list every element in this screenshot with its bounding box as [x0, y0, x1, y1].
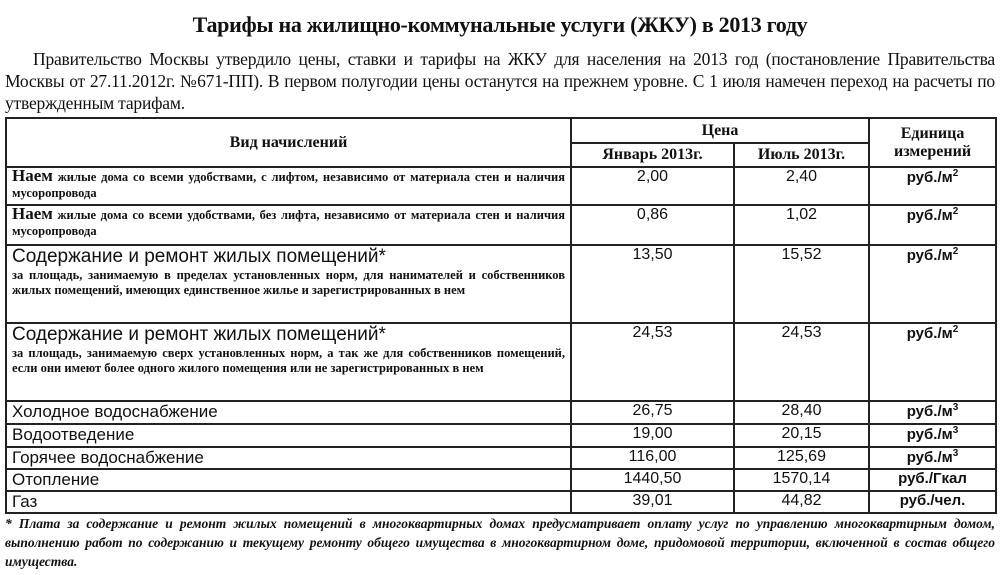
table-row [6, 245, 996, 323]
row-name: Отопление [12, 470, 100, 489]
jul-price: 44,82 [734, 491, 869, 513]
row-name-cell [6, 245, 571, 323]
document-title: Тарифы на жилищно-коммунальные услуги (ЖКУ) в 2013 году [192, 12, 808, 37]
row-name: Газ [12, 492, 38, 511]
unit-exponent: 2 [952, 324, 959, 335]
footnote: * Плата за содержание и ремонт жилых помещений в многоквартирных домах предусматривает оплату услуг по управлению многоквартирным домом, выполнению работ по содержанию и текущему ремонту общего имущества в многоквартирном доме, придомовой территории, включенной в состав общего имущества. [5, 516, 995, 569]
row-desc: за площадь, занимаемую в пределах установленных норм, для нанимателей и собственников жилых помещений, имеющих единственное жилье и зарегистрированных в нем [12, 268, 565, 297]
jan-price: 1440,50 [571, 469, 734, 491]
unit-cell [869, 424, 996, 447]
unit-exponent: 3 [952, 448, 959, 459]
row-name: Холодное водоснабжение [12, 402, 218, 421]
row-name-cell [6, 323, 571, 401]
unit-exponent: 2 [952, 246, 959, 257]
unit-exponent: 2 [952, 168, 959, 179]
row-name-cell [6, 491, 571, 513]
header-jul: Июль 2013г. [734, 143, 869, 167]
row-name: Наем [12, 166, 53, 185]
table-row [6, 167, 996, 205]
header-unit-label: Единица измерений [893, 124, 972, 160]
unit-label: руб./м [906, 247, 953, 264]
unit-label: руб./м [906, 325, 953, 342]
row-desc: жилые дома со всеми удобствами, с лифтом, независимо от материала стен и наличия мусоропровода [12, 170, 565, 200]
unit-label: руб./чел. [899, 492, 966, 509]
row-desc: за площадь, занимаемую сверх установленных норм, а так же для собственников помещений, если они имеют более одного жилого помещения или не зарегистрированных в нем [12, 346, 565, 375]
unit-cell [869, 491, 996, 513]
jan-price: 24,53 [571, 323, 734, 401]
jul-price: 2,40 [734, 167, 869, 205]
jul-price: 28,40 [734, 401, 869, 424]
row-name-cell [6, 447, 571, 469]
row-name: Горячее водоснабжение [12, 448, 204, 467]
table-row [6, 323, 996, 401]
row-name: Содержание и ремонт жилых помещений* [12, 246, 386, 267]
unit-exponent: 3 [952, 402, 959, 413]
jul-price: 20,15 [734, 424, 869, 447]
row-name: Наем [12, 204, 53, 223]
unit-cell [869, 205, 996, 245]
row-name-cell [6, 401, 571, 424]
unit-label: руб./м [906, 449, 953, 466]
unit-cell [869, 447, 996, 469]
unit-cell [869, 469, 996, 491]
header-unit [869, 118, 996, 167]
unit-label: руб./м [906, 207, 953, 224]
row-name: Содержание и ремонт жилых помещений* [12, 324, 386, 345]
jul-price: 125,69 [734, 447, 869, 469]
jul-price: 1570,14 [734, 469, 869, 491]
unit-label: руб./м [906, 403, 953, 420]
row-name-cell [6, 469, 571, 491]
jan-price: 116,00 [571, 447, 734, 469]
table-row [6, 491, 996, 513]
unit-exponent: 2 [952, 206, 959, 217]
unit-cell [869, 245, 996, 323]
intro-paragraph: Правительство Москвы утвердило цены, ставки и тарифы на ЖКУ для населения на 2013 год (постановление Правительства Москвы от 27.11.2012г. №671-ПП). В первом полугодии цены останутся на прежнем уровне. С 1 июля намечен переход на расчеты по утвержденным тарифам. [5, 49, 995, 113]
jul-price: 1,02 [734, 205, 869, 245]
table-row [6, 401, 996, 424]
unit-label: руб./Гкал [898, 470, 967, 487]
unit-cell [869, 401, 996, 424]
row-name-cell [6, 424, 571, 447]
unit-exponent: 3 [952, 425, 959, 436]
table-row [6, 447, 996, 469]
unit-label: руб./м [906, 426, 953, 443]
unit-cell [869, 323, 996, 401]
jan-price: 19,00 [571, 424, 734, 447]
jan-price: 26,75 [571, 401, 734, 424]
table-row [6, 205, 996, 245]
header-price: Цена [571, 118, 869, 143]
jan-price: 39,01 [571, 491, 734, 513]
table-row [6, 469, 996, 491]
row-name-cell [6, 167, 571, 205]
header-type: Вид начислений [6, 118, 571, 167]
jul-price: 24,53 [734, 323, 869, 401]
row-name-cell [6, 205, 571, 245]
unit-cell [869, 167, 996, 205]
jan-price: 2,00 [571, 167, 734, 205]
row-desc: жилые дома со всеми удобствами, без лифта, независимо от материала стен и наличия мусоропровода [12, 208, 565, 238]
jan-price: 0,86 [571, 205, 734, 245]
header-jan: Январь 2013г. [571, 143, 734, 167]
table-row [6, 424, 996, 447]
unit-label: руб./м [906, 169, 953, 186]
row-name: Водоотведение [12, 425, 135, 444]
jul-price: 15,52 [734, 245, 869, 323]
jan-price: 13,50 [571, 245, 734, 323]
tariffs-table [5, 117, 997, 514]
